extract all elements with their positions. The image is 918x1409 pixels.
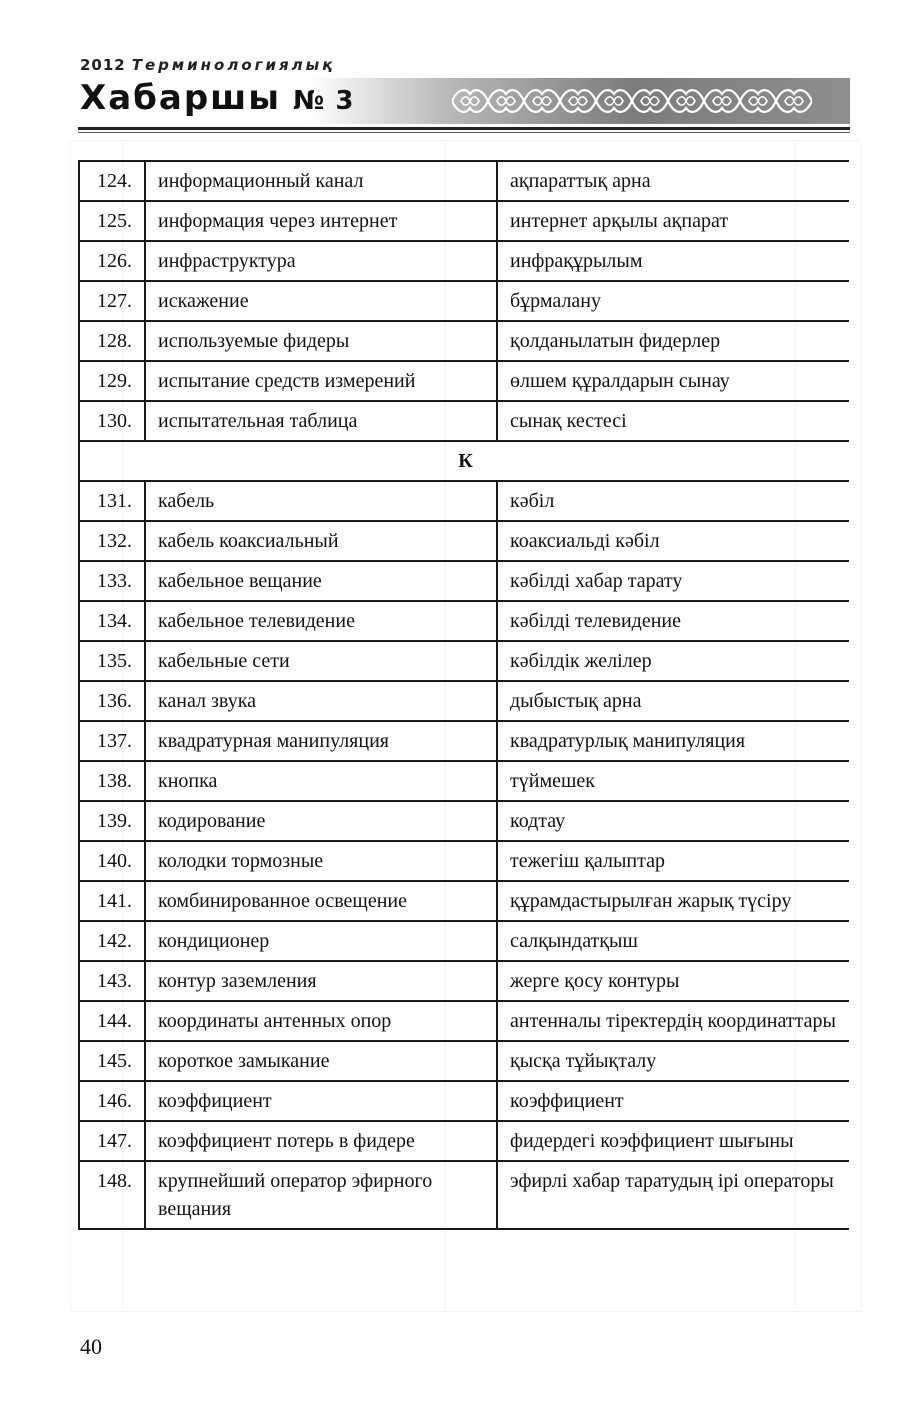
term-russian: кнопка	[145, 761, 497, 801]
term-number: 148.	[79, 1161, 145, 1229]
term-kazakh: инфрақұрылым	[497, 241, 849, 281]
term-number: 127.	[79, 281, 145, 321]
term-number: 126.	[79, 241, 145, 281]
table-row	[79, 881, 849, 921]
term-russian: кабельные сети	[145, 641, 497, 681]
table-row	[79, 641, 849, 681]
term-kazakh: кәбіл	[497, 481, 849, 521]
table-row	[79, 161, 849, 201]
term-kazakh: фидердегі коэффициент шығыны	[497, 1121, 849, 1161]
term-number: 144.	[79, 1001, 145, 1041]
term-kazakh: ақпараттық арна	[497, 161, 849, 201]
table-row	[79, 401, 849, 441]
table-row	[79, 1001, 849, 1041]
table-row	[79, 1041, 849, 1081]
term-russian: искажение	[145, 281, 497, 321]
terminology-table-body	[79, 161, 849, 1229]
journal-series-line	[80, 56, 335, 74]
term-russian: информационный канал	[145, 161, 497, 201]
term-number: 135.	[79, 641, 145, 681]
term-kazakh: эфирлі хабар таратудың ірі операторы	[497, 1161, 849, 1229]
term-russian: крупнейший оператор эфирного вещания	[145, 1161, 497, 1229]
term-number: 129.	[79, 361, 145, 401]
term-kazakh: құрамдастырылған жарық түсіру	[497, 881, 849, 921]
term-kazakh: квадратурлық манипуляция	[497, 721, 849, 761]
page-number: 40	[80, 1334, 102, 1359]
term-kazakh: кодтау	[497, 801, 849, 841]
term-number: 130.	[79, 401, 145, 441]
table-row	[79, 1121, 849, 1161]
term-kazakh: антенналы тіректердің координаттары	[497, 1001, 849, 1041]
term-russian: кабельное телевидение	[145, 601, 497, 641]
table-row	[79, 281, 849, 321]
term-russian: короткое замыкание	[145, 1041, 497, 1081]
term-number: 133.	[79, 561, 145, 601]
term-number: 146.	[79, 1081, 145, 1121]
term-kazakh: қысқа тұйықталу	[497, 1041, 849, 1081]
term-russian: коэффициент потерь в фидере	[145, 1121, 497, 1161]
term-kazakh: коаксиальді кәбіл	[497, 521, 849, 561]
term-number: 141.	[79, 881, 145, 921]
term-russian: коэффициент	[145, 1081, 497, 1121]
term-kazakh: қолданылатын фидерлер	[497, 321, 849, 361]
term-russian: кодирование	[145, 801, 497, 841]
term-russian: координаты антенных опор	[145, 1001, 497, 1041]
term-kazakh: интернет арқылы ақпарат	[497, 201, 849, 241]
term-russian: испытание средств измерений	[145, 361, 497, 401]
term-number: 142.	[79, 921, 145, 961]
term-number: 132.	[79, 521, 145, 561]
table-row	[79, 521, 849, 561]
term-kazakh: коэффициент	[497, 1081, 849, 1121]
term-number: 125.	[79, 201, 145, 241]
section-letter: К	[79, 441, 849, 481]
term-number: 131.	[79, 481, 145, 521]
header-rule-thin	[78, 132, 850, 133]
term-kazakh: жерге қосу контуры	[497, 961, 849, 1001]
table-row	[79, 321, 849, 361]
term-kazakh: салқындатқыш	[497, 921, 849, 961]
term-kazakh: бұрмалану	[497, 281, 849, 321]
journal-series: Терминологиялық	[131, 56, 336, 74]
table-row	[79, 921, 849, 961]
journal-year: 2012	[80, 56, 126, 74]
term-russian: информация через интернет	[145, 201, 497, 241]
term-kazakh: түймешек	[497, 761, 849, 801]
term-number: 137.	[79, 721, 145, 761]
term-russian: кабельное вещание	[145, 561, 497, 601]
term-number: 136.	[79, 681, 145, 721]
term-kazakh: тежегіш қалыптар	[497, 841, 849, 881]
term-kazakh: сынақ кестесі	[497, 401, 849, 441]
table-row	[79, 561, 849, 601]
term-number: 138.	[79, 761, 145, 801]
term-russian: кабель	[145, 481, 497, 521]
header-rule	[78, 127, 850, 130]
table-row	[79, 721, 849, 761]
table-row	[79, 961, 849, 1001]
term-russian: квадратурная манипуляция	[145, 721, 497, 761]
term-number: 145.	[79, 1041, 145, 1081]
term-kazakh: кәбілді хабар тарату	[497, 561, 849, 601]
terminology-table	[78, 160, 849, 1230]
section-row	[79, 441, 849, 481]
table-row	[79, 1161, 849, 1229]
term-number: 134.	[79, 601, 145, 641]
table-row	[79, 601, 849, 641]
table-row	[79, 361, 849, 401]
term-number: 143.	[79, 961, 145, 1001]
term-kazakh: кәбілді телевидение	[497, 601, 849, 641]
term-russian: кабель коаксиальный	[145, 521, 497, 561]
term-kazakh: дыбыстық арна	[497, 681, 849, 721]
table-row	[79, 681, 849, 721]
table-row	[79, 761, 849, 801]
journal-issue: № 3	[293, 86, 355, 116]
term-number: 139.	[79, 801, 145, 841]
term-russian: канал звука	[145, 681, 497, 721]
table-row	[79, 801, 849, 841]
term-number: 124.	[79, 161, 145, 201]
table-row	[79, 841, 849, 881]
table-row	[79, 241, 849, 281]
term-number: 140.	[79, 841, 145, 881]
term-russian: инфраструктура	[145, 241, 497, 281]
table-row	[79, 481, 849, 521]
term-number: 147.	[79, 1121, 145, 1161]
term-russian: колодки тормозные	[145, 841, 497, 881]
ornament-pattern-icon	[452, 82, 812, 120]
term-kazakh: өлшем құралдарын сынау	[497, 361, 849, 401]
term-number: 128.	[79, 321, 145, 361]
term-russian: используемые фидеры	[145, 321, 497, 361]
journal-title: Хабаршы	[80, 78, 282, 118]
term-russian: контур заземления	[145, 961, 497, 1001]
term-russian: комбинированное освещение	[145, 881, 497, 921]
term-kazakh: кәбілдік желілер	[497, 641, 849, 681]
table-row	[79, 201, 849, 241]
term-russian: кондиционер	[145, 921, 497, 961]
table-row	[79, 1081, 849, 1121]
journal-title-line	[80, 78, 354, 118]
term-russian: испытательная таблица	[145, 401, 497, 441]
